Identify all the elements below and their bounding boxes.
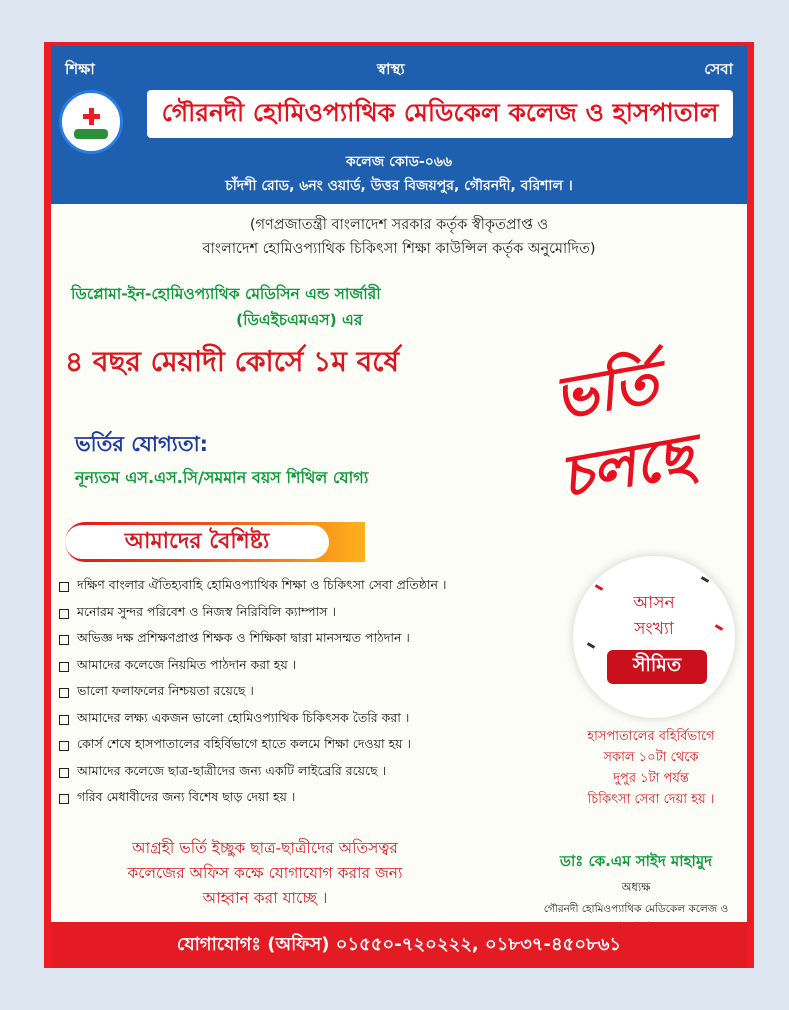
list-item — [59, 707, 559, 734]
list-item-text: গরিব মেধাবীদের জন্য বিশেষ ছাড় দেয়া হয় । — [77, 789, 296, 805]
diploma-abbreviation: (ডিএইচএমএস) এর — [236, 311, 363, 329]
list-item — [59, 654, 559, 681]
checkbox-icon — [59, 635, 69, 645]
call-line-1: আগ্রহী ভর্তি ইচ্ছুক ছাত্র-ছাত্রীদের অতিসত্বর — [132, 839, 398, 857]
admission-ongoing-stamp — [551, 332, 721, 512]
course-duration: ৪ বছর মেয়াদী কোর্সে ১ম বর্ষে — [65, 345, 399, 378]
checkbox-icon — [59, 794, 69, 804]
confetti-mark — [701, 576, 709, 583]
college-code: কলেজ কোড-০৬৬ — [345, 154, 453, 170]
call-to-action — [65, 836, 465, 911]
checkbox-icon — [59, 715, 69, 725]
contact-footer: যোগাযোগঃ (অফিস) ০১৫৫০-৭২০২২২, ০১৮৩৭-৪৫০৮৬১ — [51, 922, 747, 968]
seats-limited-tag: সীমিত — [607, 650, 707, 684]
eligibility-heading: ভর্তির যোগ্যতা: — [75, 432, 209, 456]
call-line-2: কলেজের অফিস কক্ষে যোগাযোগ করার জন্য — [127, 864, 403, 882]
limited-seats-badge — [573, 556, 735, 718]
header-banner — [51, 46, 747, 204]
recognition-line-2: বাংলাদেশ হোমিওপ্যাথিক চিকিৎসা শিক্ষা কাউন্সিল কর্তৃক অনুমোদিত) — [202, 241, 596, 257]
college-seal-icon — [59, 90, 123, 154]
college-name: গৌরনদী হোমিওপ্যাথিক মেডিকেল কলেজ ও হাসপাতাল — [147, 90, 733, 138]
checkbox-icon — [59, 662, 69, 672]
medical-cross-icon — [83, 108, 99, 124]
checkbox-icon — [59, 688, 69, 698]
list-item-text: মনোরম সুন্দর পরিবেশ ও নিজস্ব নিরিবিলি ক্যাম্পাস । — [77, 603, 336, 619]
list-item — [59, 680, 559, 707]
feature-list — [59, 574, 559, 813]
call-line-3: আহ্বান করা যাচ্ছে । — [202, 889, 328, 907]
checkbox-icon — [59, 741, 69, 751]
hospital-line-1: হাসপাতালের বহির্বিভাগে — [587, 729, 715, 744]
features-heading: আমাদের বৈশিষ্ট্য — [65, 525, 329, 559]
list-item — [59, 574, 559, 601]
stamp-word-ongoing: চলছে — [555, 421, 699, 512]
list-item — [59, 601, 559, 628]
header-word-education: শিক্ষা — [65, 60, 95, 78]
list-item — [59, 760, 559, 787]
recognition-line-1: (গণপ্রজাতন্ত্রী বাংলাদেশ সরকার কর্তৃক স্বীকৃতপ্রাপ্ত ও — [249, 217, 549, 233]
logo-ribbon — [74, 129, 108, 139]
checkbox-icon — [59, 609, 69, 619]
stamp-word-admission: ভর্তি — [549, 347, 663, 433]
hospital-line-3: দুপুর ১টা পর্যন্ত — [613, 771, 689, 786]
list-item-text: আমাদের কলেজে নিয়মিত পাঠদান করা হয় । — [77, 656, 297, 672]
list-item-text: আমাদের লক্ষ্য একজন ভালো হোমিওপ্যাথিক চিকিৎসক তৈরি করা । — [77, 709, 410, 725]
college-address: চাঁদশী রোড, ৬নং ওয়ার্ড, উত্তর বিজয়পুর, গৌরনদী, বরিশাল । — [225, 178, 573, 194]
hospital-hours — [551, 726, 751, 810]
principal-name: ডাঃ কে.এম সাইদ মাহামুদ — [559, 852, 713, 870]
checkbox-icon — [59, 768, 69, 778]
seats-label-1: আসন — [633, 593, 675, 613]
eligibility-text: নূন্যতম এস.এস.সি/সমমান বয়স শিথিল যোগ্য — [75, 468, 369, 487]
list-item-text: দক্ষিণ বাংলার ঐতিহ্যবাহি হোমিওপ্যাথিক শিক্ষা ও চিকিৎসা সেবা প্রতিষ্ঠান । — [77, 577, 447, 593]
principal-title: অধ্যক্ষ — [621, 880, 651, 894]
list-item-text: ভালো ফলাফলের নিশ্চয়তা রয়েছে । — [77, 683, 254, 699]
list-item — [59, 733, 559, 760]
diploma-title: ডিপ্লোমা-ইন-হোমিওপ্যাথিক মেডিসিন এন্ড সার্জারী — [71, 285, 381, 303]
header-word-health: স্বাস্থ্য — [377, 60, 405, 78]
list-item-text: অভিজ্ঞ দক্ষ প্রশিক্ষণপ্রাপ্ত শিক্ষক ও শিক্ষিকা দ্বারা মানসম্মত পাঠদান । — [77, 630, 410, 646]
seats-label-2: সংখ্যা — [634, 619, 674, 639]
list-item — [59, 627, 559, 654]
list-item-text: আমাদের কলেজে ছাত্র-ছাত্রীদের জন্য একটি লাইব্রেরি রয়েছে । — [77, 762, 387, 778]
list-item — [59, 786, 559, 813]
hospital-line-2: সকাল ১০টা থেকে — [603, 750, 699, 765]
checkbox-icon — [59, 582, 69, 592]
list-item-text: কোর্স শেষে হাসপাতালের বহির্বিভাগে হাতে কলমে শিক্ষা দেওয়া হয় । — [77, 736, 411, 752]
admission-poster — [44, 42, 754, 968]
principal-college: গৌরনদী হোমিওপ্যাথিক মেডিকেল কলেজ ও — [543, 903, 729, 915]
hospital-line-4: চিকিৎসা সেবা দেয়া হয় । — [587, 792, 715, 807]
header-word-service: সেবা — [704, 60, 733, 78]
